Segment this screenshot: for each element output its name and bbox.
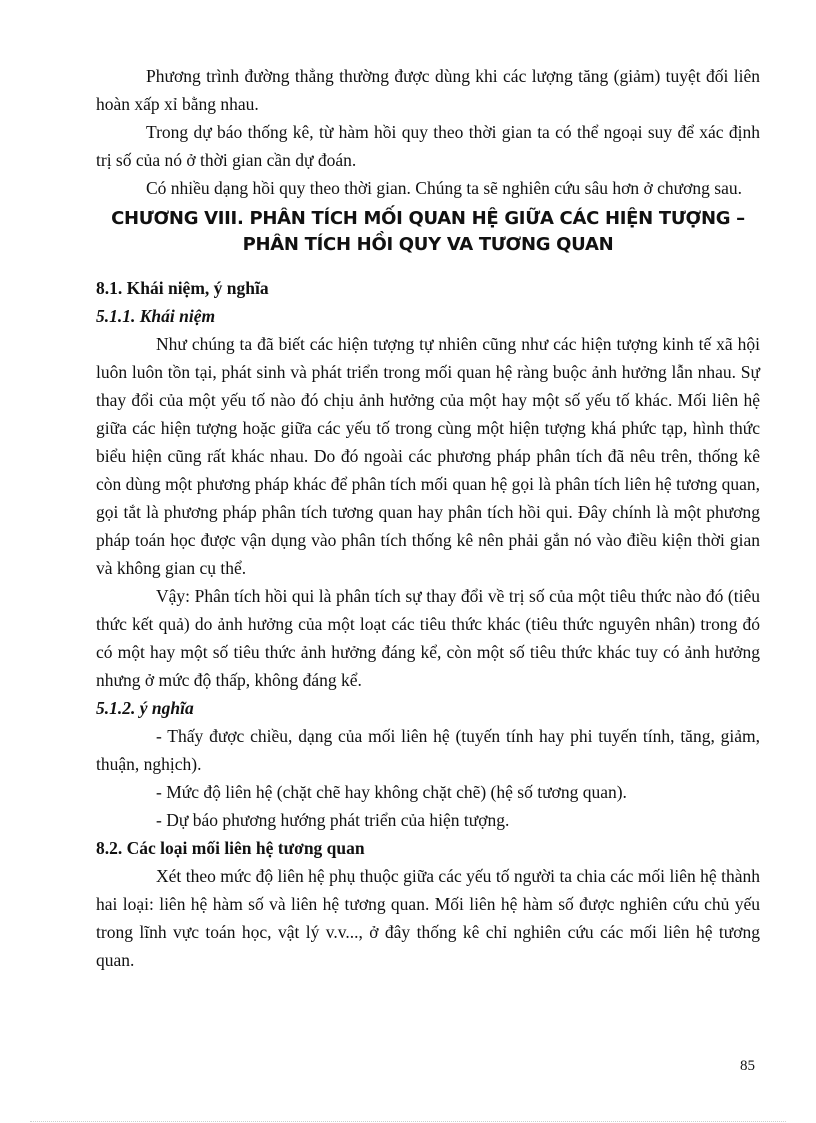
paragraph-linear-equation: Phương trình đường thẳng thường được dùng khi các lượng tăng (giảm) tuyệt đối liên hoàn xấp xỉ bằng nhau. [96,66,760,114]
chapter-heading-line-1: CHƯƠNG VIII. PHÂN TÍCH MỐI QUAN HỆ GIỮA CÁC HIỆN TƯỢNG – [111,208,745,229]
subsection-5-1-2-heading: 5.1.2. ý nghĩa [96,698,194,718]
page-bottom-divider [30,1121,786,1122]
page-content [96,62,760,974]
page-number: 85 [740,1058,755,1074]
list-item: - Mức độ liên hệ (chặt chẽ hay không chặt chẽ) (hệ số tương quan). [156,782,627,802]
section-8-2-heading: 8.2. Các loại mối liên hệ tương quan [96,838,365,858]
section-8-1-heading: 8.1. Khái niệm, ý nghĩa [96,278,269,298]
chapter-heading [96,206,760,258]
paragraph-concept: Như chúng ta đã biết các hiện tượng tự nhiên cũng như các hiện tượng kinh tế xã hội luôn luôn tồn tại, phát sinh và phát triển trong mối quan hệ ràng buộc ảnh hưởng lẫn nhau. Sự thay đổi của một yếu tố nào đó chịu ảnh hưởng của một hay một số yếu tố khác. Mối liên hệ giữa các hiện tượng hoặc giữa các yếu tố trong cùng một hiện tượng khá phức tạp, hình thức biểu hiện cũng rất khác nhau. Do đó ngoài các phương pháp phân tích đã nêu trên, thống kê còn dùng một phương pháp khác để phân tích mối quan hệ gọi là phân tích liên hệ tương quan, gọi tắt là phương pháp phân tích tương quan hay phân tích hồi qui. Đây chính là một phương pháp toán học được vận dụng vào phân tích thống kê nên phải gắn nó vào điều kiện thời gian và không gian cụ thể. [96,334,760,578]
list-item: - Dự báo phương hướng phát triển của hiện tượng. [156,810,510,830]
chapter-heading-line-2: PHÂN TÍCH HỒI QUY VA TƯƠNG QUAN [242,234,614,255]
list-item: - Thấy được chiều, dạng của mối liên hệ (tuyến tính hay phi tuyến tính, tăng, giảm, thuận, nghịch). [96,726,760,774]
paragraph-definition: Vậy: Phân tích hồi qui là phân tích sự thay đổi về trị số của một tiêu thức nào đó (tiêu thức kết quả) do ảnh hưởng của một loạt các tiêu thức khác (tiêu thức nguyên nhân) trong đó có một hay một số tiêu thức ảnh hưởng đáng kể, còn một số tiêu thức khác tuy có ảnh hưởng nhưng ở mức độ thấp, không đáng kể. [96,586,760,690]
subsection-5-1-1-heading: 5.1.1. Khái niệm [96,306,216,326]
paragraph-forecast: Trong dự báo thống kê, từ hàm hồi quy theo thời gian ta có thể ngoại suy để xác định trị số của nó ở thời gian cần dự đoán. [96,122,760,170]
paragraph-regression-forms: Có nhiều dạng hồi quy theo thời gian. Chúng ta sẽ nghiên cứu sâu hơn ở chương sau. [146,178,742,198]
paragraph-relation-types: Xét theo mức độ liên hệ phụ thuộc giữa các yếu tố người ta chia các mối liên hệ thành hai loại: liên hệ hàm số và liên hệ tương quan. Mối liên hệ hàm số được nghiên cứu chủ yếu trong lĩnh vực toán học, vật lý v.v..., ở đây thống kê chỉ nghiên cứu các mối liên hệ tương quan. [96,866,760,970]
